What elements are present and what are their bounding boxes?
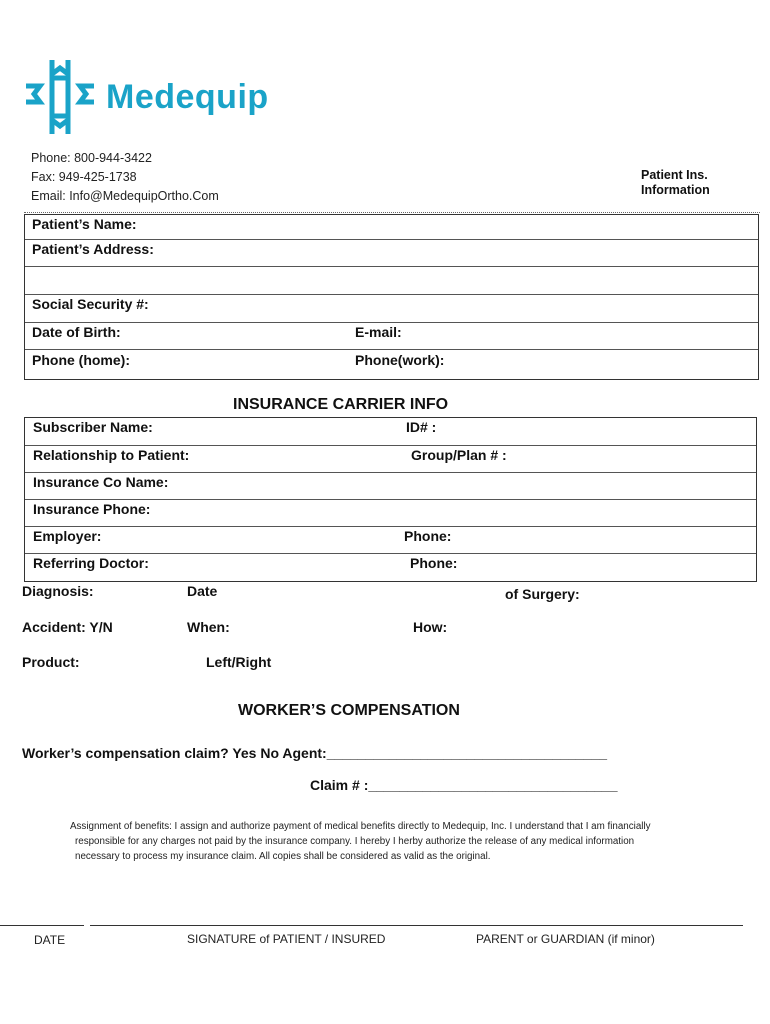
- row-employer[interactable]: [25, 527, 756, 554]
- ins-phone-label: Insurance Phone:: [33, 501, 151, 517]
- claim-number: Claim # :________________________________: [310, 777, 618, 793]
- patient-address-label: Patient’s Address:: [32, 241, 154, 257]
- email-label: E-mail:: [355, 324, 402, 340]
- workers-comp-title: WORKER’S COMPENSATION: [238, 702, 460, 719]
- phone-work-label: Phone(work):: [355, 352, 445, 368]
- email-text: Email: Info@MedequipOrtho.Com: [31, 189, 219, 203]
- phone-home-label: Phone (home):: [32, 352, 130, 368]
- assignment-line-1: Assignment of benefits: I assign and authorize payment of medical benefits directly to Medequip, Inc. I understand that I am financially: [70, 821, 651, 832]
- date-label: Date: [187, 583, 218, 599]
- assignment-line-2: responsible for any charges not paid by the insurance company. I hereby I herby authorize the release of any medical information: [75, 836, 635, 847]
- assignment-text: [70, 819, 690, 864]
- patient-name-label: Patient’s Name:: [32, 216, 137, 232]
- referring-phone-label: Phone:: [410, 555, 458, 571]
- date-caption: DATE: [34, 933, 66, 947]
- diagnosis-label: Diagnosis:: [22, 583, 94, 599]
- relationship-label: Relationship to Patient:: [33, 447, 190, 463]
- assignment-line-3: necessary to process my insurance claim. All copies shall be considered as valid as the original.: [75, 851, 491, 862]
- patient-ins-heading: [641, 168, 710, 198]
- row-address-2[interactable]: [25, 267, 758, 295]
- header-divider: [24, 212, 760, 213]
- how-label: How:: [413, 619, 448, 635]
- accident-label: Accident: Y/N: [22, 619, 113, 635]
- co-name-label: Insurance Co Name:: [33, 474, 169, 490]
- group-label: Group/Plan # :: [411, 447, 507, 463]
- guardian-caption: PARENT or GUARDIAN (if minor): [476, 932, 655, 946]
- subscriber-label: Subscriber Name:: [33, 419, 153, 435]
- employer-label: Employer:: [33, 528, 102, 544]
- claim-question: Worker’s compensation claim? Yes No Agent:____________________________________: [22, 745, 608, 761]
- ssn-label: Social Security #:: [32, 296, 149, 312]
- brand-name: Medequip: [106, 78, 269, 116]
- id-label: ID# :: [406, 419, 437, 435]
- fax-text: Fax: 949-425-1738: [31, 170, 137, 184]
- employer-phone-label: Phone:: [404, 528, 452, 544]
- phone-text: Phone: 800-944-3422: [31, 151, 152, 165]
- insurance-title: INSURANCE CARRIER INFO: [233, 396, 449, 413]
- patient-ins-line2: Information: [641, 183, 710, 197]
- when-label: When:: [187, 619, 230, 635]
- dob-label: Date of Birth:: [32, 324, 121, 340]
- surgery-label: of Surgery:: [505, 586, 580, 602]
- signature-caption: SIGNATURE of PATIENT / INSURED: [187, 932, 386, 946]
- product-label: Product:: [22, 654, 80, 670]
- referring-label: Referring Doctor:: [33, 555, 149, 571]
- left-right-label: Left/Right: [206, 654, 272, 670]
- patient-ins-line1: Patient Ins.: [641, 168, 708, 182]
- signature-line: [90, 925, 743, 926]
- date-line: [0, 925, 84, 926]
